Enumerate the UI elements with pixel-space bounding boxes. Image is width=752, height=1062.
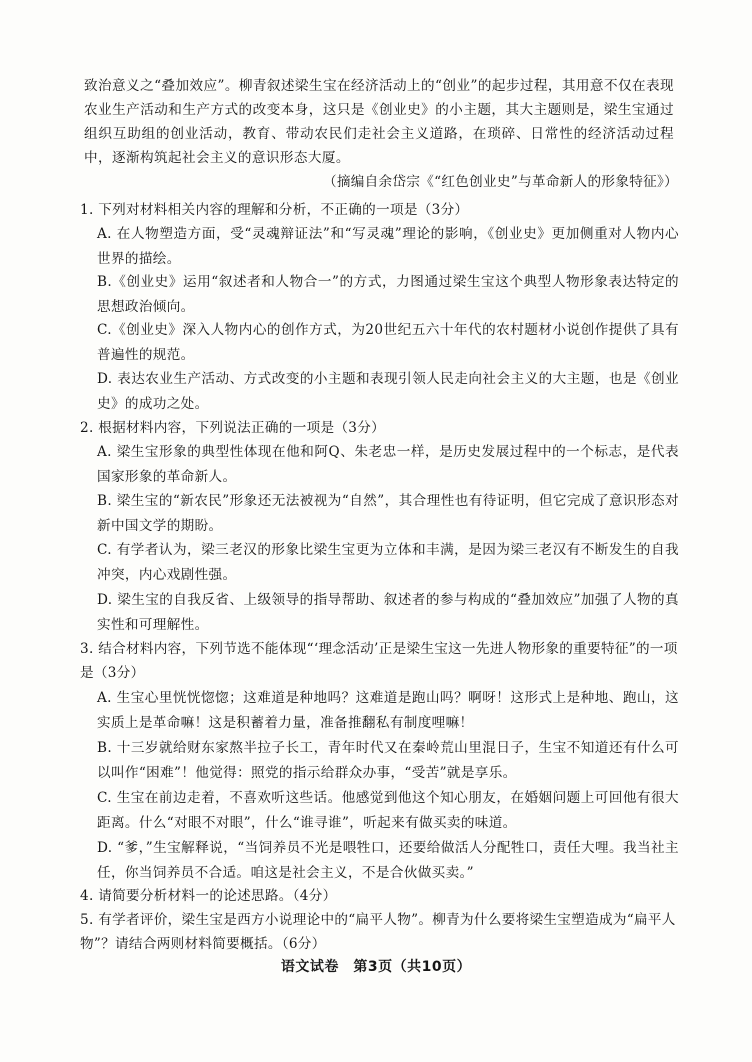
question-1-option-d: D. 表达农业生产活动、方式改变的小主题和表现引领人民走向社会主义的大主题，也是《创业史》的成功之处。 xyxy=(97,371,679,412)
question-1-option-c: C.《创业史》深入人物内心的创作方式，为20世纪五六十年代的农村题材小说创作提供了具有普遍性的规范。 xyxy=(97,322,679,363)
question-2-option-a: A. 梁生宝形象的典型性体现在他和阿Q、朱老忠一样，是历史发展过程中的一个标志，是代表国家形象的革命新人。 xyxy=(97,444,679,485)
passage-paragraph: 致治意义之“叠加效应”。柳青叙述梁生宝在经济活动上的“创业”的起步过程，其用意不仅在表现农业生产活动和生产方式的改变本身，这只是《创业史》的小主题，其大主题则是，梁生宝通过组织互助组的创业活动，教育、带动农民们走社会主义道路，在琐碎、日常性的经济活动过程中，逐渐构筑起社会主义的意识形态大厦。 xyxy=(84,78,674,166)
question-3-option-a: A. 生宝心里恍恍惚惚；这难道是种地吗？这难道是跑山吗？啊呀！这形式上是种地、跑山，这实质上是革命嘛！这是积蓄着力量，准备推翻私有制度哩嘛！ xyxy=(97,690,679,731)
question-3-option-c: C. 生宝在前边走着，不喜欢听这些话。他感觉到他这个知心朋友，在婚姻问题上可回他有很大距离。什么“对眼不对眼”，什么“谁寻谁”，听起来有做买卖的味道。 xyxy=(97,790,679,831)
page-footer: 语文试卷 第3页（共10页） xyxy=(280,959,472,975)
source-citation: （摘编自余岱宗《“红色创业史”与革命新人的形象特征》） xyxy=(322,174,678,190)
question-2-option-b: B. 梁生宝的“新农民”形象还无法被视为“自然”，其合理性也有待证明，但它完成了意识形态对新中国文学的期盼。 xyxy=(97,493,679,534)
question-2-option-d: D. 梁生宝的自我反省、上级领导的指导帮助、叙述者的参与构成的“叠加效应”加强了人物的真实性和可理解性。 xyxy=(97,592,679,633)
question-1-option-a: A. 在人物塑造方面，受“灵魂辩证法”和“写灵魂”理论的影响，《创业史》更加侧重对人物内心世界的描绘。 xyxy=(97,226,679,267)
question-5-stem: 5. 有学者评价，梁生宝是西方小说理论中的“扁平人物”。柳青为什么要将梁生宝塑造成为“扁平人物”？请结合两则材料简要概括。（6分） xyxy=(80,912,676,952)
question-3-stem: 3. 结合材料内容，下列节选不能体现“‘理念活动’正是梁生宝这一先进人物形象的重要特征”的一项是（3分） xyxy=(80,641,678,681)
question-3-option-b: B. 十三岁就给财东家熬半拉子长工，青年时代又在秦岭荒山里混日子，生宝不知道还有什么可以叫作“困难”！他觉得：照党的指示给群众办事，“受苦”就是享乐。 xyxy=(97,740,679,781)
question-3-option-d: D. “爹，”生宝解释说，“当饲养员不光是喂牲口，还要给做活人分配牲口，责任大哩。我当社主任，你当饲养员不合适。咱这是社会主义，不是合伙做买卖。” xyxy=(97,840,679,881)
question-4-stem: 4. 请简要分析材料一的论述思路。（4分） xyxy=(80,888,337,904)
question-2-option-c: C. 有学者认为，梁三老汉的形象比梁生宝更为立体和丰满，是因为梁三老汉有不断发生的自我冲突，内心戏剧性强。 xyxy=(97,542,679,583)
question-1-stem: 1. 下列对材料相关内容的理解和分析，不正确的一项是（3分） xyxy=(80,202,469,218)
question-2-stem: 2. 根据材料内容，下列说法正确的一项是（3分） xyxy=(80,420,386,436)
question-1-option-b: B.《创业史》运用“叙述者和人物合一”的方式，力图通过梁生宝这个典型人物形象表达特定的思想政治倾向。 xyxy=(97,274,679,315)
